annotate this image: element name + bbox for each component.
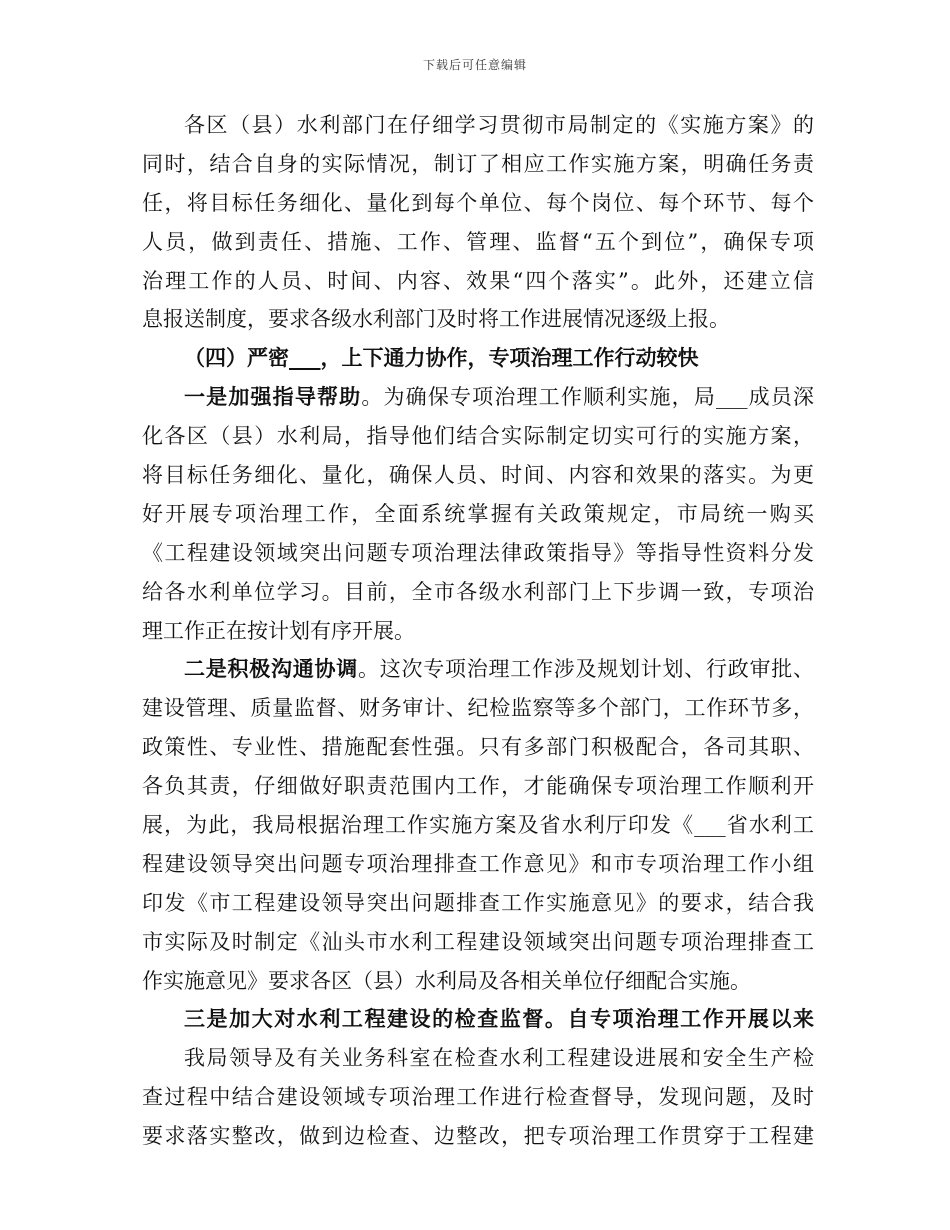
document-body bbox=[142, 106, 814, 1156]
body-text: 将目标任务细化、量化，确保人员、时间、内容和效果的落实。为更 bbox=[142, 463, 814, 488]
text-line bbox=[142, 689, 814, 728]
bold-heading-text: 一是加强指导帮助 bbox=[184, 384, 362, 410]
text-line bbox=[142, 923, 814, 962]
body-text: 展，为此，我局根据治理工作实施方案及省水利厅印发《___省水利工 bbox=[142, 813, 814, 838]
body-text: 同时，结合自身的实际情况，制订了相应工作实施方案，明确任务责 bbox=[142, 151, 814, 176]
text-line bbox=[142, 223, 814, 262]
text-line bbox=[142, 573, 814, 612]
text-line bbox=[142, 417, 814, 456]
body-text: 任，将目标任务细化、量化到每个单位、每个岗位、每个环节、每个 bbox=[142, 190, 814, 215]
text-line bbox=[142, 339, 814, 378]
text-line bbox=[142, 962, 814, 1001]
text-line bbox=[142, 456, 814, 495]
body-text: 息报送制度，要求各级水利部门及时将工作进展情况逐级上报。 bbox=[142, 307, 730, 332]
text-line bbox=[142, 1117, 814, 1156]
text-line bbox=[142, 884, 814, 923]
body-text: 我局领导及有关业务科室在检查水利工程建设进展和安全生产检 bbox=[184, 1046, 814, 1071]
text-line bbox=[142, 845, 814, 884]
text-line bbox=[142, 767, 814, 806]
text-line bbox=[142, 495, 814, 534]
text-line bbox=[142, 806, 814, 845]
text-line bbox=[142, 1039, 814, 1078]
body-text: 作实施意见》要求各区（县）水利局及各相关单位仔细配合实施。 bbox=[142, 968, 751, 993]
body-text: 政策性、专业性、措施配套性强。只有多部门积极配合，各司其职、 bbox=[142, 735, 814, 760]
body-text: 要求落实整改，做到边检查、边整改，把专项治理工作贯穿于工程建 bbox=[142, 1124, 814, 1149]
text-line bbox=[142, 728, 814, 767]
bold-heading-text: 二是积极沟通协调 bbox=[184, 656, 358, 682]
body-text: 市实际及时制定《汕头市水利工程建设领域突出问题专项治理排查工 bbox=[142, 929, 814, 954]
body-text: 《工程建设领域突出问题专项治理法律政策指导》等指导性资料分发 bbox=[142, 540, 814, 565]
body-text: 好开展专项治理工作，全面系统掌握有关政策规定，市局统一购买 bbox=[142, 501, 814, 526]
text-line bbox=[142, 534, 814, 573]
body-text: 各区（县）水利部门在仔细学习贯彻市局制定的《实施方案》的 bbox=[184, 113, 814, 137]
page-header: 下载后可任意编辑 bbox=[422, 58, 527, 72]
text-line bbox=[142, 184, 814, 223]
text-line bbox=[142, 378, 814, 417]
body-text: 。为确保专项治理工作顺利实施，局___成员深 bbox=[361, 385, 815, 410]
text-line bbox=[142, 106, 814, 145]
body-text: 理工作正在按计划有序开展。 bbox=[142, 618, 415, 643]
text-line bbox=[142, 1078, 814, 1117]
body-text: 建设管理、质量监督、财务审计、纪检监察等多个部门，工作环节多， bbox=[142, 696, 814, 721]
body-text: 。这次专项治理工作涉及规划计划、行政审批、 bbox=[358, 657, 814, 682]
text-line bbox=[142, 145, 814, 184]
bold-heading-text: （四）严密___，上下通力协作，专项治理工作行动较快 bbox=[184, 345, 699, 371]
body-text: 治理工作的人员、时间、内容、效果“四个落实”。此外，还建立信 bbox=[142, 268, 814, 293]
body-text: 给各水利单位学习。目前，全市各级水利部门上下步调一致，专项治 bbox=[142, 579, 814, 604]
text-line bbox=[142, 650, 814, 689]
text-line bbox=[142, 300, 814, 339]
body-text: 程建设领导突出问题专项治理排查工作意见》和市专项治理工作小组 bbox=[142, 851, 814, 876]
text-line bbox=[142, 262, 814, 301]
body-text: 人员，做到责任、措施、工作、管理、监督“五个到位”，确保专项 bbox=[142, 229, 814, 254]
body-text: 印发《市工程建设领导突出问题排查工作实施意见》的要求，结合我 bbox=[142, 890, 814, 915]
body-text: 各负其责，仔细做好职责范围内工作，才能确保专项治理工作顺利开 bbox=[142, 774, 814, 799]
body-text: 查过程中结合建设领域专项治理工作进行检查督导，发现问题，及时 bbox=[142, 1085, 814, 1110]
text-line bbox=[142, 1000, 814, 1039]
body-text: 化各区（县）水利局，指导他们结合实际制定切实可行的实施方案， bbox=[142, 424, 814, 449]
text-line bbox=[142, 612, 814, 651]
bold-heading-text: 三是加大对水利工程建设的检查监督。自专项治理工作开展以来 bbox=[184, 1006, 814, 1032]
